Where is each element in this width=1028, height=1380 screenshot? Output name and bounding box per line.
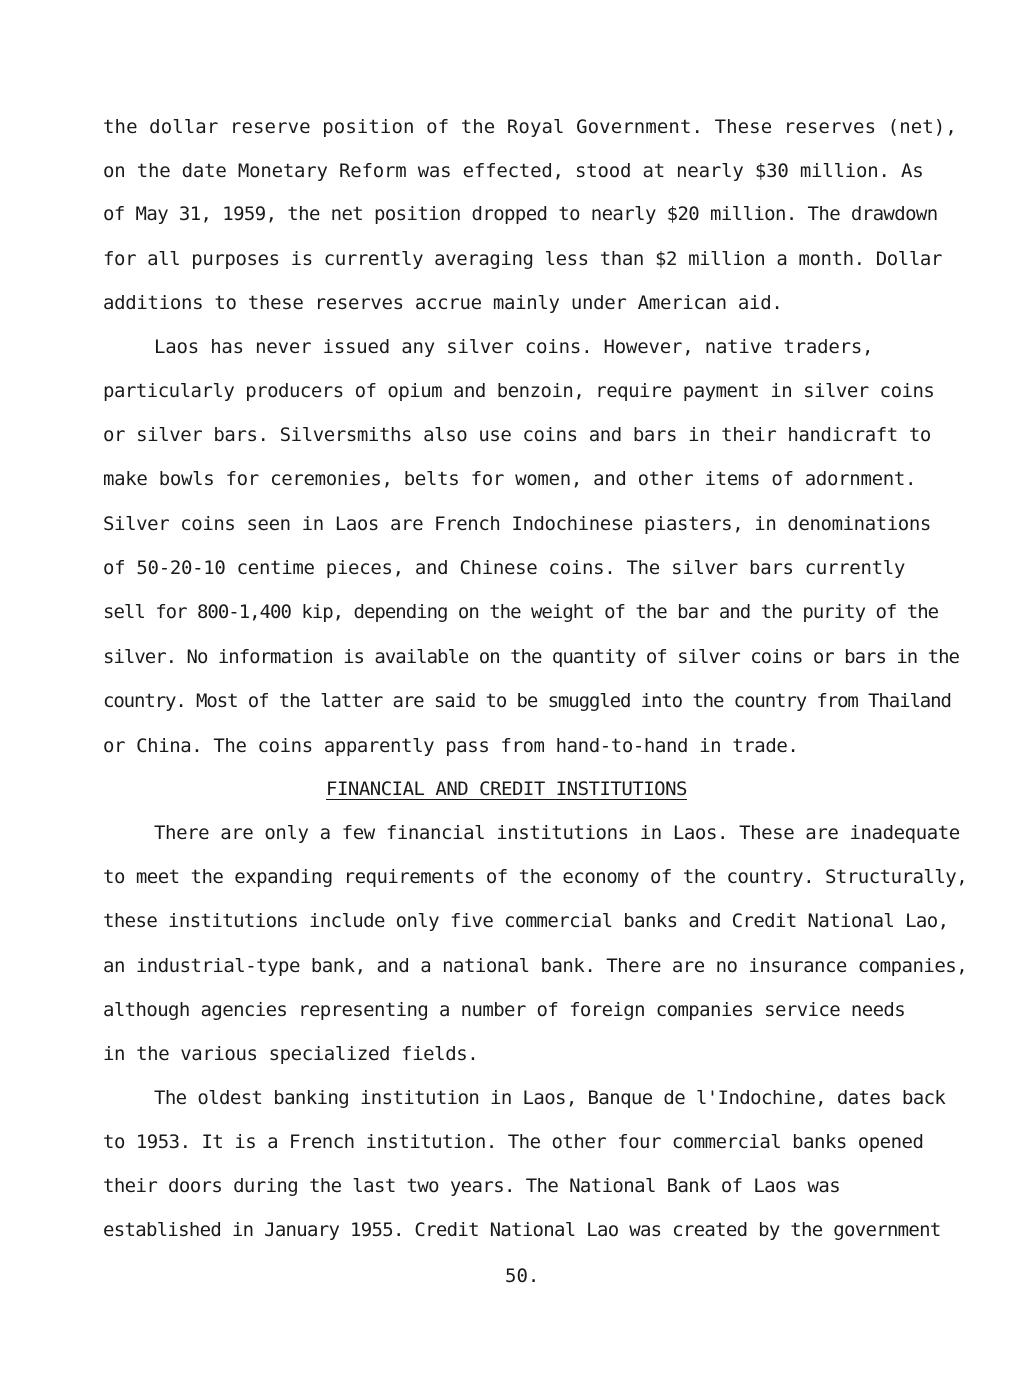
text-line: for all purposes is currently averaging less than $2 million a month. Dollar	[103, 248, 942, 270]
text-line: to meet the expanding requirements of the economy of the country. Structurally,	[103, 866, 968, 888]
text-line: There are only a few financial institutions in Laos. These are inadequate	[154, 822, 960, 844]
text-line: on the date Monetary Reform was effected, stood at nearly $30 million. As	[103, 160, 924, 182]
text-line: silver. No information is available on the quantity of silver coins or bars in the	[103, 646, 959, 668]
text-line: particularly producers of opium and benzoin, require payment in silver coins	[103, 380, 935, 402]
text-line: country. Most of the latter are said to be smuggled into the country from Thailand	[103, 690, 951, 712]
text-line: Silver coins seen in Laos are French Indochinese piasters, in denominations	[103, 513, 931, 535]
text-line: established in January 1955. Credit National Lao was created by the government	[103, 1219, 941, 1241]
text-line: additions to these reserves accrue mainly under American aid.	[103, 292, 783, 314]
text-line: Laos has never issued any silver coins. However, native traders,	[154, 336, 874, 358]
text-line: of 50-20-10 centime pieces, and Chinese coins. The silver bars currently	[103, 557, 906, 579]
text-line: of May 31, 1959, the net position dropped to nearly $20 million. The drawdown	[103, 203, 938, 225]
text-line: to 1953. It is a French institution. The other four commercial banks opened	[103, 1131, 924, 1153]
text-line: or China. The coins apparently pass from hand-to-hand in trade.	[103, 735, 799, 757]
section-heading: FINANCIAL AND CREDIT INSTITUTIONS	[326, 778, 687, 800]
text-line: in the various specialized fields.	[103, 1043, 479, 1065]
page-number: 50.	[505, 1265, 540, 1287]
text-line: make bowls for ceremonies, belts for women, and other items of adornment.	[103, 468, 917, 490]
text-line: or silver bars. Silversmiths also use coins and bars in their handicraft to	[103, 424, 931, 446]
text-line: these institutions include only five commercial banks and Credit National Lao,	[103, 910, 949, 932]
text-line: The oldest banking institution in Laos, Banque de l'Indochine, dates back	[154, 1087, 946, 1109]
text-line: an industrial-type bank, and a national bank. There are no insurance companies,	[103, 955, 968, 977]
text-line: although agencies representing a number of foreign companies service needs	[103, 999, 906, 1021]
text-line: sell for 800-1,400 kip, depending on the weight of the bar and the purity of the	[103, 601, 939, 623]
text-line: their doors during the last two years. The National Bank of Laos was	[103, 1175, 841, 1197]
text-line: the dollar reserve position of the Royal Government. These reserves (net),	[103, 116, 957, 138]
